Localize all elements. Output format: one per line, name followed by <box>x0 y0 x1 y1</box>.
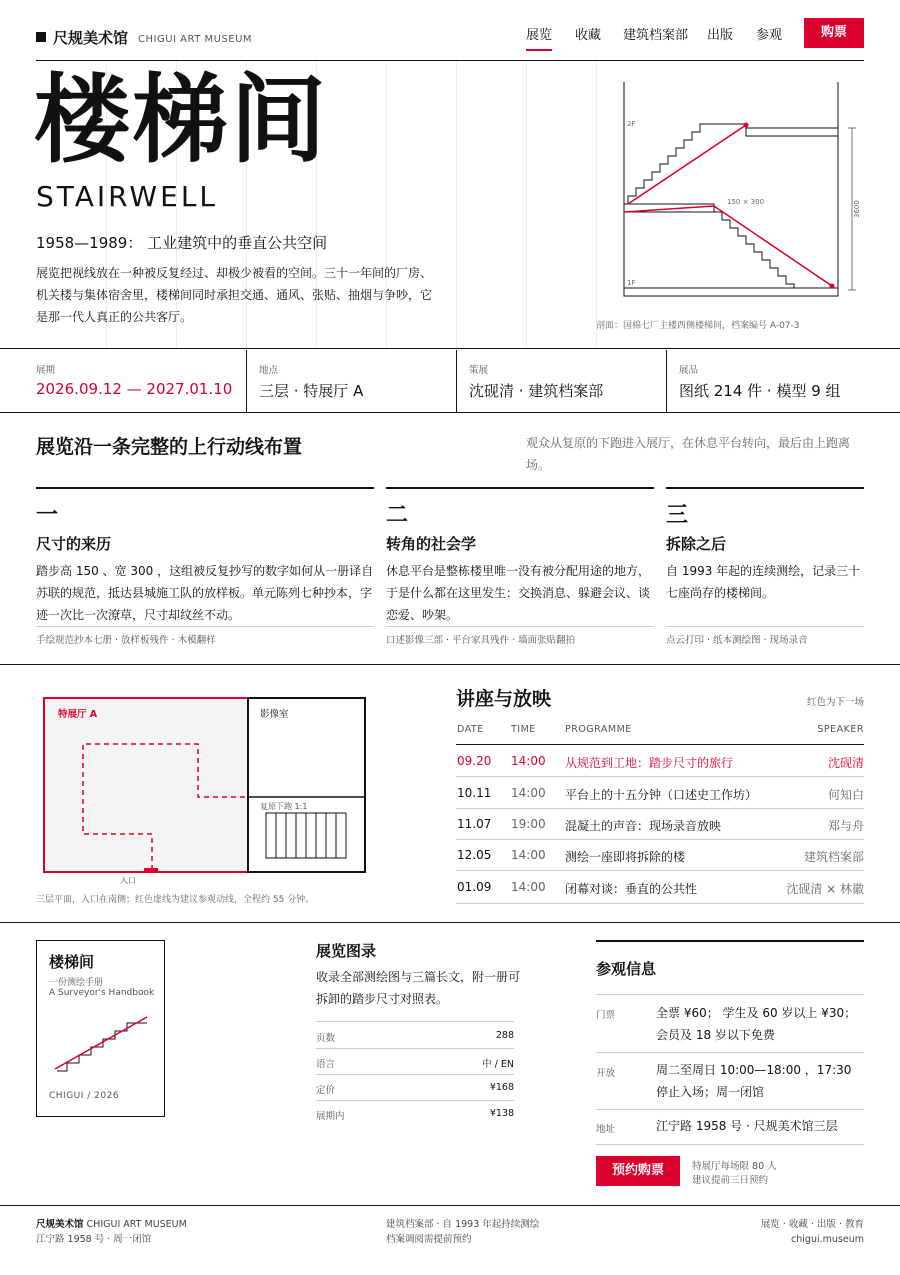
nav-collection[interactable]: 收藏 <box>575 28 602 43</box>
visit-address-value: 江宁路 1958 号 · 尺规美术馆三层 <box>656 1119 838 1133</box>
nav-visit[interactable]: 参观 <box>756 28 783 43</box>
spec-discount-value: ¥138 <box>489 1108 514 1119</box>
spec-rule <box>316 1100 514 1101</box>
talk-3-programme[interactable]: 混凝土的声音：现场录音放映 <box>565 819 722 833</box>
spec-pages-value: 288 <box>495 1030 514 1041</box>
footer-brand-block <box>36 1217 187 1247</box>
route-col-2-text: 休息平台是整栋楼里唯一没有被分配用途的地方，于是什么都在这里发生：交换消息、躲避会议、谈恋爱、吵架。 <box>386 564 651 622</box>
footer-archive-block <box>386 1217 539 1247</box>
step-dimension: 150 × 300 <box>727 198 765 206</box>
book-subtitle-en: A Surveyor's Handbook <box>49 988 155 998</box>
route-note: 观众从复原的下跑进入展厅，在休息平台转向，最后由上跑离场。 <box>526 436 851 472</box>
footer-links-block <box>700 1217 864 1247</box>
visit-address-label: 地址 <box>596 1124 616 1135</box>
catalogue-title: 展览图录 <box>316 942 377 960</box>
catalogue-cover[interactable] <box>36 940 165 1117</box>
route-col-3-title: 拆除之后 <box>666 535 727 553</box>
column-foot-rule <box>666 626 864 627</box>
route-col-1-text: 踏步高 150 、宽 300 ，这组被反复抄写的数字如何从一册译自苏联的规范，抵达县城施工队的放样板。单元陈列七种抄本，字迹一次比一次潦草，尺寸却纹丝不动。 <box>36 564 374 622</box>
floorplan-caption: 三层平面，入口在南侧；红色虚线为建议参观动线，全程约 55 分钟。 <box>36 895 315 905</box>
visit-rule <box>596 994 864 995</box>
visit-note-capacity: 特展厅每场限 80 人 <box>692 1161 777 1172</box>
col-header-programme: PROGRAMME <box>565 724 632 735</box>
talks-row-rule <box>456 903 864 904</box>
talk-4-speaker: 建筑档案部 <box>803 850 864 864</box>
catalogue-description: 收录全部测绘图与三篇长文，附一册可拆卸的踏步尺寸对照表。 <box>316 970 521 1006</box>
footer-archive-line1: 建筑档案部 · 自 1993 年起持续测绘 <box>386 1219 540 1230</box>
visit-rule <box>596 1052 864 1053</box>
footer-links[interactable]: 展览 · 收藏 · 出版 · 教育 <box>760 1219 864 1230</box>
footer-archive-line2: 档案调阅需提前预约 <box>386 1234 472 1245</box>
footer-brand-en: CHIGUI ART MUSEUM <box>86 1219 187 1230</box>
column-foot-rule <box>386 626 654 627</box>
route-col-1-title: 尺寸的来历 <box>36 535 112 553</box>
talk-5-programme[interactable]: 闭幕对谈：垂直的公共性 <box>565 882 698 896</box>
book-footer: CHIGUI / 2026 <box>49 1091 120 1101</box>
spec-rule <box>316 1021 514 1022</box>
stair-section-drawing <box>620 80 866 302</box>
talk-5-time: 14:00 <box>511 880 546 894</box>
col-header-date: DATE <box>457 724 484 735</box>
footer-website[interactable]: chigui.museum <box>791 1234 864 1245</box>
info-curator-label: 策展 <box>469 365 489 376</box>
nav-archive[interactable]: 建筑档案部 <box>623 28 689 43</box>
book-tickets-button[interactable]: 预约购票 <box>596 1156 680 1186</box>
route-col-1-foot: 手绘规范抄本七册 · 放样板残件 · 木模翻样 <box>36 635 216 646</box>
visit-top-rule <box>596 940 864 942</box>
talk-4-programme[interactable]: 测绘一座即将拆除的楼 <box>565 850 686 864</box>
exhibition-description: 展览把视线放在一种被反复经过、却极少被看的空间。三十一年间的厂房、机关楼与集体宿舍里，楼梯间同时承担交通、通风、张贴、抽烟与争吵，它是那一代人真正的公共客厅。 <box>36 266 433 324</box>
visit-ticket-value: 全票 ¥60； 学生及 60 岁以上 ¥30； 会员及 18 岁以下免费 <box>656 1006 857 1042</box>
visit-title: 参观信息 <box>596 960 657 978</box>
talk-4-date: 12.05 <box>457 848 492 862</box>
exhibition-title: 楼梯间 <box>34 64 328 176</box>
spec-rule <box>316 1074 514 1075</box>
info-exhibits-label: 展品 <box>679 365 699 376</box>
book-title: 楼梯间 <box>49 953 95 971</box>
column-rule <box>36 487 374 489</box>
talk-1-date: 09.20 <box>457 754 492 768</box>
spec-language-value: 中 / EN <box>482 1059 514 1070</box>
col-header-speaker: SPEAKER <box>817 724 864 735</box>
footer-address: 江宁路 1958 号 · 周一闭馆 <box>36 1234 152 1245</box>
talks-row-rule <box>456 776 864 777</box>
visit-rule <box>596 1144 864 1145</box>
route-col-2-number: 二 <box>386 503 409 528</box>
talk-5-speaker: 沈砚清 × 林徽 <box>786 882 864 896</box>
column-foot-rule <box>36 626 374 627</box>
grid-line <box>456 62 457 348</box>
book-subtitle: 一份测绘手册 <box>49 978 104 988</box>
logo-square-icon <box>36 32 46 42</box>
visit-hours-value: 周二至周日 10:00—18:00 ，17:30 停止入场；周一闭馆 <box>656 1063 852 1099</box>
stair-label: 复原下跑 1:1 <box>260 802 308 811</box>
info-dates-label: 展期 <box>36 365 56 376</box>
grid-line <box>596 62 597 348</box>
info-dates-value: 2026.09.12 — 2027.01.10 <box>36 380 233 398</box>
talks-row-rule <box>456 808 864 809</box>
talk-1-time: 14:00 <box>511 754 546 768</box>
talks-row-rule <box>456 839 864 840</box>
book-stair-illustration <box>53 1015 153 1075</box>
exhibition-title-en: STAIRWELL <box>36 180 219 213</box>
info-divider <box>246 350 247 412</box>
spec-pages-label: 页数 <box>316 1033 336 1044</box>
info-bottom-rule <box>0 412 900 413</box>
info-exhibits-value: 图纸 214 件 · 模型 9 组 <box>679 382 841 400</box>
section-caption: 剖面：国棉七厂主楼西侧楼梯间，档案编号 A-07-3 <box>596 321 800 331</box>
info-venue-label: 地点 <box>259 365 279 376</box>
visit-rule <box>596 1109 864 1110</box>
footer-rule <box>0 1205 900 1206</box>
spec-rule <box>316 1048 514 1049</box>
column-rule <box>386 487 654 489</box>
talk-5-date: 01.09 <box>457 880 492 894</box>
room-label: 影像室 <box>260 709 289 720</box>
spec-discount-label: 展期内 <box>316 1111 345 1122</box>
talk-2-date: 10.11 <box>457 786 492 800</box>
brand-name-en: CHIGUI ART MUSEUM <box>138 34 253 45</box>
exhibition-subtitle: 1958—1989： 工业建筑中的垂直公共空间 <box>36 234 328 252</box>
hall-label: 特展厅 A <box>58 709 98 720</box>
route-col-3-foot: 点云打印 · 纸本测绘图 · 现场录音 <box>666 635 808 646</box>
column-rule <box>666 487 864 489</box>
info-venue-value: 三层 · 特展厅 A <box>259 382 364 400</box>
route-col-3-text: 自 1993 年起的连续测绘，记录三十七座尚存的楼梯间。 <box>666 564 861 600</box>
talks-row-rule <box>456 870 864 871</box>
visit-note-advance: 建议提前三日预约 <box>692 1175 769 1186</box>
talk-3-date: 11.07 <box>457 817 492 831</box>
grid-line <box>526 62 527 348</box>
brand-name[interactable]: 尺规美术馆 <box>53 29 129 47</box>
talk-1-programme[interactable]: 从规范到工地：踏步尺寸的旅行 <box>565 756 734 770</box>
talks-legend: 红色为下一场 <box>806 697 864 708</box>
spec-price-label: 定价 <box>316 1085 336 1096</box>
talk-1-speaker: 沈砚清 <box>827 756 864 770</box>
entry-label: 入口 <box>120 876 136 885</box>
info-curator-value: 沈砚清 · 建筑档案部 <box>469 382 604 400</box>
info-top-rule <box>0 348 900 349</box>
route-col-2-foot: 口述影像三部 · 平台家具残件 · 墙面张贴翻拍 <box>386 635 576 646</box>
spec-price-value: ¥168 <box>489 1082 514 1093</box>
nav-exhibitions[interactable]: 展览 <box>526 24 552 51</box>
route-col-3-number: 三 <box>666 503 689 528</box>
info-divider <box>456 350 457 412</box>
talks-title: 讲座与放映 <box>456 688 552 710</box>
nav-publishing[interactable]: 出版 <box>707 28 734 43</box>
section-rule <box>0 664 900 665</box>
buy-ticket-button[interactable]: 购票 <box>804 18 864 48</box>
talks-header-rule <box>456 744 864 745</box>
talk-2-time: 14:00 <box>511 786 546 800</box>
floor-label-top: 2F <box>627 120 636 128</box>
route-col-1-number: 一 <box>36 503 59 528</box>
talk-2-programme[interactable]: 平台上的十五分钟（口述史工作坊） <box>565 788 758 802</box>
route-title: 展览沿一条完整的上行动线布置 <box>36 436 303 458</box>
visit-hours-label: 开放 <box>596 1068 616 1079</box>
talk-2-speaker: 何知白 <box>827 788 864 802</box>
footer-brand: 尺规美术馆 <box>36 1219 84 1230</box>
col-header-time: TIME <box>511 724 536 735</box>
header-rule <box>36 60 864 61</box>
route-col-2-title: 转角的社会学 <box>386 535 477 553</box>
section-rule <box>0 922 900 923</box>
spec-language-label: 语言 <box>316 1059 336 1070</box>
talk-3-speaker: 郑与舟 <box>827 819 864 833</box>
info-divider <box>666 350 667 412</box>
visit-ticket-label: 门票 <box>596 1010 616 1021</box>
talk-4-time: 14:00 <box>511 848 546 862</box>
floorplan-map <box>36 690 376 890</box>
height-dimension: 3600 <box>853 200 861 218</box>
talk-3-time: 19:00 <box>511 817 546 831</box>
floor-label-bottom: 1F <box>627 279 636 287</box>
